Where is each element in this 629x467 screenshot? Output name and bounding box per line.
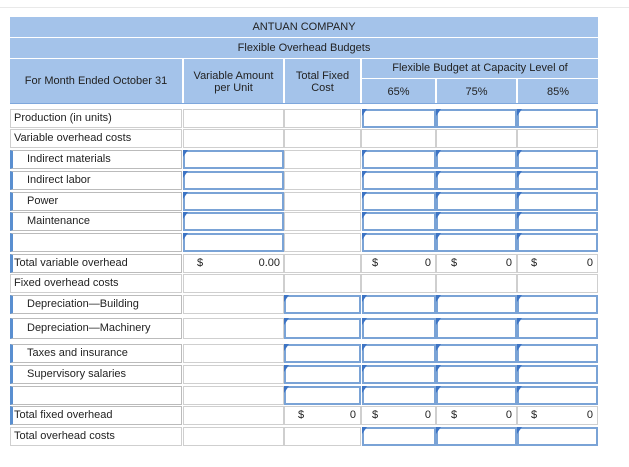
blank-variable-85-input[interactable] — [517, 233, 598, 252]
blank-cell — [284, 274, 361, 293]
row-label-depreciation-machinery[interactable]: Depreciation—Machinery — [10, 318, 182, 339]
taxes-insurance-65-input[interactable] — [362, 344, 436, 363]
row-label-blank-variable[interactable] — [10, 233, 182, 252]
total-fixed-75-value: 0 — [505, 409, 512, 421]
blank-fixed-fixed-input[interactable] — [284, 386, 361, 405]
flexible-budget-header: Flexible Budget at Capacity Level of — [392, 62, 568, 74]
blank-cell — [183, 386, 284, 405]
row-label-blank-fixed[interactable] — [10, 386, 182, 405]
row-label-total-fixed-overhead[interactable]: Total fixed overhead — [10, 406, 182, 425]
total-overhead-75-input[interactable] — [436, 427, 517, 446]
total-fixed-value: 0 — [349, 409, 356, 421]
level-75-header: 75% — [465, 86, 488, 98]
blank-cell — [361, 274, 436, 293]
currency-symbol: $ — [372, 409, 379, 421]
period-header: For Month Ended October 31 — [24, 75, 168, 87]
blank-cell — [183, 365, 284, 384]
header-bottom-strip — [10, 103, 598, 104]
currency-symbol: $ — [451, 257, 458, 269]
power-85-input[interactable] — [517, 192, 598, 211]
maintenance-65-input[interactable] — [362, 212, 436, 231]
supervisory-salaries-75-input[interactable] — [436, 365, 517, 384]
blank-fixed-75-input[interactable] — [436, 386, 517, 405]
row-label-variable-overhead-costs: Variable overhead costs — [10, 129, 182, 148]
power-65-input[interactable] — [362, 192, 436, 211]
indirect-labor-var-input[interactable] — [183, 171, 284, 190]
indirect-materials-var-input[interactable] — [183, 150, 284, 169]
depreciation-machinery-65-input[interactable] — [362, 318, 436, 339]
row-label-fixed-overhead-costs: Fixed overhead costs — [10, 274, 182, 293]
row-label-supervisory-salaries[interactable]: Supervisory salaries — [10, 365, 182, 384]
total-fixed-header-line1: Total Fixed — [295, 70, 350, 82]
variable-amount-header-line2: per Unit — [214, 82, 253, 94]
supervisory-salaries-85-input[interactable] — [517, 365, 598, 384]
currency-symbol: $ — [197, 257, 204, 269]
variable-amount-header-line1: Variable Amount — [193, 70, 274, 82]
blank-cell — [361, 129, 436, 148]
top-divider — [0, 7, 629, 8]
total-variable-85-value: 0 — [586, 257, 593, 269]
total-variable-75-value: 0 — [505, 257, 512, 269]
maintenance-var-input[interactable] — [183, 212, 284, 231]
header-hsep — [10, 58, 598, 59]
power-75-input[interactable] — [436, 192, 517, 211]
blank-cell — [284, 192, 361, 211]
blank-cell — [183, 406, 284, 425]
level-65-header: 65% — [387, 86, 410, 98]
supervisory-salaries-fixed-input[interactable] — [284, 365, 361, 384]
blank-cell — [517, 129, 598, 148]
taxes-insurance-85-input[interactable] — [517, 344, 598, 363]
row-label-indirect-labor[interactable]: Indirect labor — [10, 171, 182, 190]
production-85-input[interactable] — [517, 109, 598, 128]
blank-cell — [183, 427, 284, 446]
total-fixed-header-line2: Cost — [311, 82, 334, 94]
depreciation-building-65-input[interactable] — [362, 295, 436, 314]
row-label-total-variable-overhead[interactable]: Total variable overhead — [10, 254, 182, 273]
report-subtitle: Flexible Overhead Budgets — [237, 42, 371, 54]
header-hsep — [362, 78, 598, 79]
blank-cell — [183, 318, 284, 339]
currency-symbol: $ — [372, 257, 379, 269]
company-name: ANTUAN COMPANY — [252, 21, 356, 33]
row-label-production: Production (in units) — [10, 109, 182, 128]
blank-cell — [284, 171, 361, 190]
row-label-power[interactable]: Power — [10, 192, 182, 211]
taxes-insurance-fixed-input[interactable] — [284, 344, 361, 363]
blank-fixed-65-input[interactable] — [362, 386, 436, 405]
indirect-materials-85-input[interactable] — [517, 150, 598, 169]
currency-symbol: $ — [531, 257, 538, 269]
total-fixed-85-value: 0 — [586, 409, 593, 421]
indirect-labor-85-input[interactable] — [517, 171, 598, 190]
blank-cell — [284, 212, 361, 231]
blank-cell — [284, 233, 361, 252]
row-label-maintenance[interactable]: Maintenance — [10, 212, 182, 231]
depreciation-building-85-input[interactable] — [517, 295, 598, 314]
currency-symbol: $ — [451, 409, 458, 421]
row-label-taxes-insurance[interactable]: Taxes and insurance — [10, 344, 182, 363]
currency-symbol: $ — [531, 409, 538, 421]
row-label-indirect-materials[interactable]: Indirect materials — [10, 150, 182, 169]
blank-variable-65-input[interactable] — [362, 233, 436, 252]
blank-cell — [284, 150, 361, 169]
production-75-input[interactable] — [436, 109, 517, 128]
blank-fixed-85-input[interactable] — [517, 386, 598, 405]
row-label-total-overhead-costs: Total overhead costs — [10, 427, 182, 446]
taxes-insurance-75-input[interactable] — [436, 344, 517, 363]
currency-symbol: $ — [298, 409, 305, 421]
blank-cell — [183, 295, 284, 314]
power-var-input[interactable] — [183, 192, 284, 211]
blank-cell — [284, 129, 361, 148]
depreciation-machinery-fixed-input[interactable] — [284, 318, 361, 339]
blank-variable-var-input[interactable] — [183, 233, 284, 252]
maintenance-75-input[interactable] — [436, 212, 517, 231]
maintenance-85-input[interactable] — [517, 212, 598, 231]
indirect-materials-75-input[interactable] — [436, 150, 517, 169]
blank-cell — [284, 254, 361, 273]
total-fixed-65-value: 0 — [424, 409, 431, 421]
blank-cell — [517, 274, 598, 293]
depreciation-machinery-85-input[interactable] — [517, 318, 598, 339]
level-85-header: 85% — [546, 86, 570, 98]
indirect-labor-75-input[interactable] — [436, 171, 517, 190]
row-label-depreciation-building[interactable]: Depreciation—Building — [10, 295, 182, 314]
blank-cell — [436, 129, 517, 148]
variable-amount-header — [184, 70, 283, 94]
indirect-materials-65-input[interactable] — [362, 150, 436, 169]
production-65-input[interactable] — [362, 109, 436, 128]
blank-cell — [183, 344, 284, 363]
indirect-labor-65-input[interactable] — [362, 171, 436, 190]
blank-variable-75-input[interactable] — [436, 233, 517, 252]
total-variable-per-unit-value: 0.00 — [258, 257, 280, 269]
blank-cell — [183, 129, 284, 148]
total-overhead-65-input[interactable] — [362, 427, 436, 446]
depreciation-building-75-input[interactable] — [436, 295, 517, 314]
header-hsep — [10, 37, 598, 38]
production-var-cell — [183, 109, 284, 128]
depreciation-building-fixed-input[interactable] — [284, 295, 361, 314]
production-fixed-cell — [284, 109, 361, 128]
depreciation-machinery-75-input[interactable] — [436, 318, 517, 339]
blank-cell — [436, 274, 517, 293]
total-overhead-85-input[interactable] — [517, 427, 598, 446]
supervisory-salaries-65-input[interactable] — [362, 365, 436, 384]
blank-cell — [284, 427, 361, 446]
total-fixed-header — [285, 70, 360, 94]
total-variable-65-value: 0 — [424, 257, 431, 269]
blank-cell — [183, 274, 284, 293]
